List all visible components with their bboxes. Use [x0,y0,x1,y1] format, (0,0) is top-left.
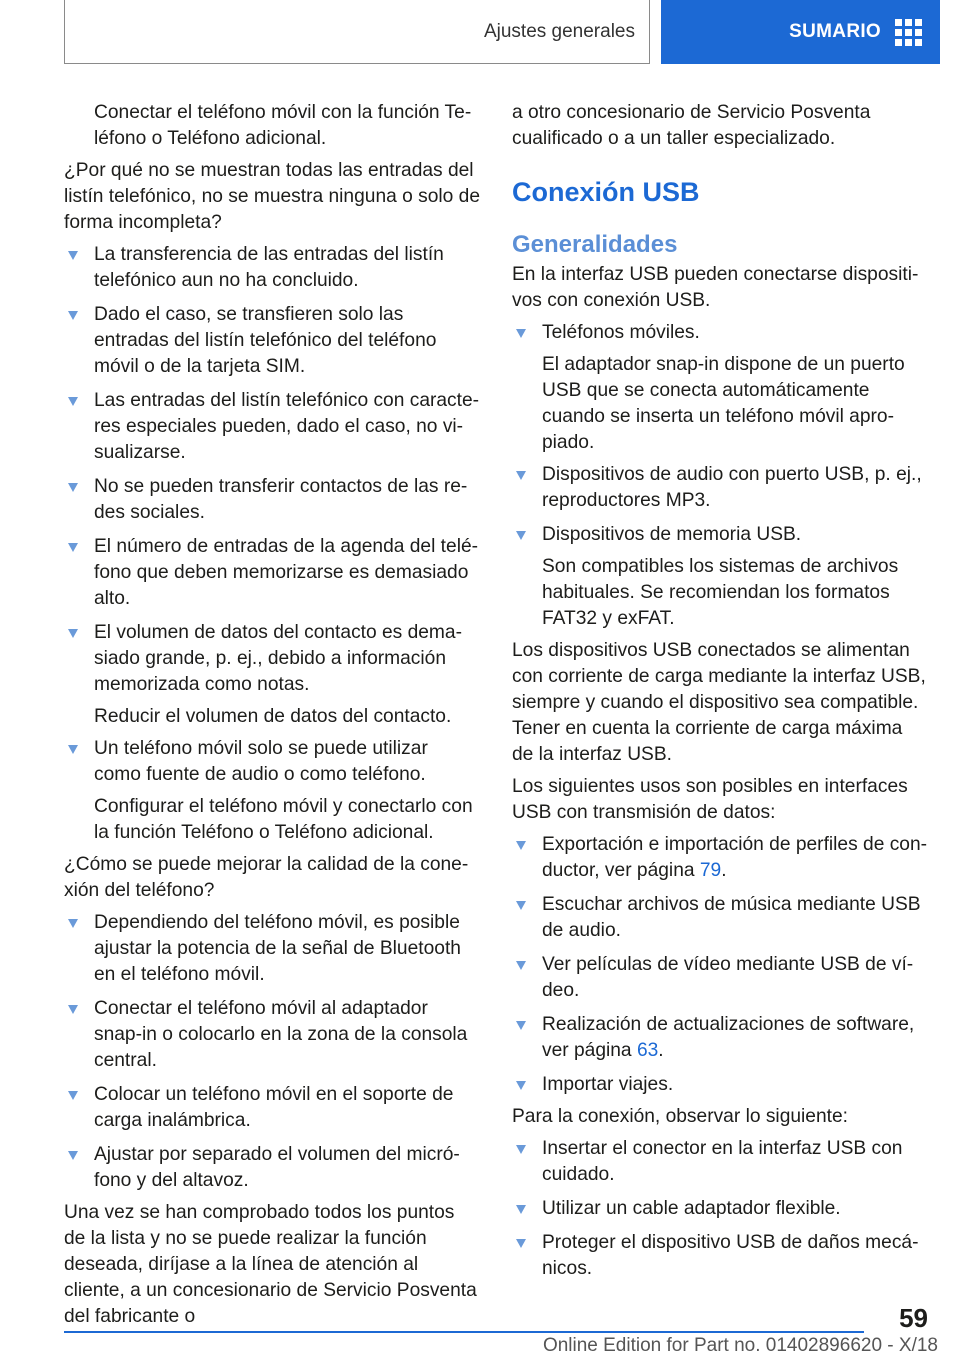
list-item: El volumen de datos del contacto es demasiado grande, p. ej., debido a información memorizada como notas. [64,620,480,698]
list-item: Colocar un teléfono móvil en el soporte de carga inalámbrica. [64,1082,480,1134]
list-item: El número de entradas de la agenda del teléfono que deben memorizarse es demasiado alto. [64,534,480,612]
left-column [64,100,480,1336]
bullet-triangle-icon [68,251,78,260]
paragraph: Los siguientes usos son posibles en interfaces USB con transmisión de datos: [512,776,908,823]
list-item-note: Configurar el teléfono móvil y conectarlo con la función Teléfono o Teléfono adicional. [94,796,473,843]
paragraph: Para la conexión, observar lo siguiente: [512,1106,848,1127]
bullet-triangle-icon [516,531,526,540]
list-item: Conectar el teléfono móvil al adaptador snap-in o colocarlo en la zona de la consola central. [64,996,480,1074]
heading-usb-connection: Conexión USB [512,177,700,207]
bullet-triangle-icon [68,629,78,638]
list-item: Utilizar un cable adaptador flexible. [512,1196,928,1222]
page-link-79[interactable]: 79 [699,860,722,881]
list-item: Dado el caso, se transfieren solo las entradas del listín telefónico del teléfono móvil o de la tarjeta SIM. [64,302,480,380]
list-item: Dispositivos de memoria USB. [512,522,928,548]
bullet-triangle-icon [68,1091,78,1100]
list-item: No se pueden transferir contactos de las redes sociales. [64,474,480,526]
footer-edition: Online Edition for Part no. 01402896620 - X/18 [542,1335,938,1356]
paragraph: En la interfaz USB pueden conectarse dispositivos con conexión USB. [512,264,919,311]
bullet-triangle-icon [68,397,78,406]
list-item: Importar viajes. [512,1072,928,1098]
bullet-triangle-icon [516,1239,526,1248]
paragraph: Los dispositivos USB conectados se alimentan con corriente de carga mediante la interfaz USB, siempre y cuando el dispositivo sea compatible. Tener en cuenta la corriente de carga máxima de la interfaz USB. [512,640,926,765]
contents-button[interactable] [661,0,940,64]
bullet-triangle-icon [68,543,78,552]
header-section-title [64,0,650,64]
list-item: Ver películas de vídeo mediante USB de vídeo. [512,952,928,1004]
bullet-triangle-icon [68,311,78,320]
list-item: La transferencia de las entradas del listín telefónico aun no ha concluido. [64,242,480,294]
list-item: Escuchar archivos de música mediante USB de audio. [512,892,928,944]
list-item: Dispositivos de audio con puerto USB, p. ej., reproductores MP3. [512,462,928,514]
bullet-triangle-icon [516,841,526,850]
paragraph: Una vez se han comprobado todos los puntos de la lista y no se puede realizar la función deseada, diríjase a la línea de atención al cliente, a un concesionario de Servicio Posventa del fabricante o [64,1202,477,1327]
list-item: Teléfonos móviles. [512,320,928,346]
paragraph: a otro concesionario de Servicio Posventa cualificado o a un taller especializado. [512,102,871,149]
bullet-triangle-icon [68,483,78,492]
list-item: Realización de actualizaciones de software, ver página 63. [512,1012,928,1064]
list-item-note: Son compatibles los sistemas de archivos habituales. Se recomiendan los formatos FAT32 y exFAT. [542,556,899,629]
bullet-triangle-icon [68,1005,78,1014]
bullet-triangle-icon [68,919,78,928]
contents-label: SUMARIO [789,21,881,42]
list-item: Dependiendo del teléfono móvil, es posible ajustar la potencia de la señal de Bluetooth en el teléfono móvil. [64,910,480,988]
list-item: Proteger el dispositivo USB de daños mecánicos. [512,1230,928,1282]
list-item: Ajustar por separado el volumen del micrófono y del altavoz. [64,1142,480,1194]
footer-divider [64,1331,864,1333]
list-item: Exportación e importación de perfiles de conductor, ver página 79. [512,832,928,884]
section-title: Ajustes generales [483,20,635,42]
grid-icon [895,19,922,46]
paragraph: Conectar el teléfono móvil con la función Teléfono o Teléfono adicional. [94,102,472,149]
list-item: Las entradas del listín telefónico con caracteres especiales pueden, dado el caso, no visualizarse. [64,388,480,466]
list-item-note: El adaptador snap-in dispone de un puerto USB que se conecta automáticamente cuando se inserta un teléfono móvil apropiado. [542,354,905,453]
bullet-triangle-icon [516,961,526,970]
list-item-note: Reducir el volumen de datos del contacto. [94,706,452,727]
bullet-triangle-icon [68,745,78,754]
question: ¿Cómo se puede mejorar la calidad de la conexión del teléfono? [64,854,469,901]
bullet-triangle-icon [516,901,526,910]
list-item: Insertar el conector en la interfaz USB con cuidado. [512,1136,928,1188]
bullet-triangle-icon [516,1081,526,1090]
subheading-general: Generalidades [512,231,678,258]
right-column [512,100,928,1288]
bullet-triangle-icon [516,329,526,338]
page-link-63[interactable]: 63 [636,1040,659,1061]
bullet-triangle-icon [516,1021,526,1030]
bullet-triangle-icon [68,1151,78,1160]
list-item: Un teléfono móvil solo se puede utilizar como fuente de audio o como teléfono. [64,736,480,788]
bullet-triangle-icon [516,1205,526,1214]
question: ¿Por qué no se muestran todas las entradas del listín telefónico, no se muestra ninguna o solo de forma incompleta? [64,160,480,233]
bullet-triangle-icon [516,1145,526,1154]
page-number: 59 [899,1303,928,1333]
bullet-triangle-icon [516,471,526,480]
